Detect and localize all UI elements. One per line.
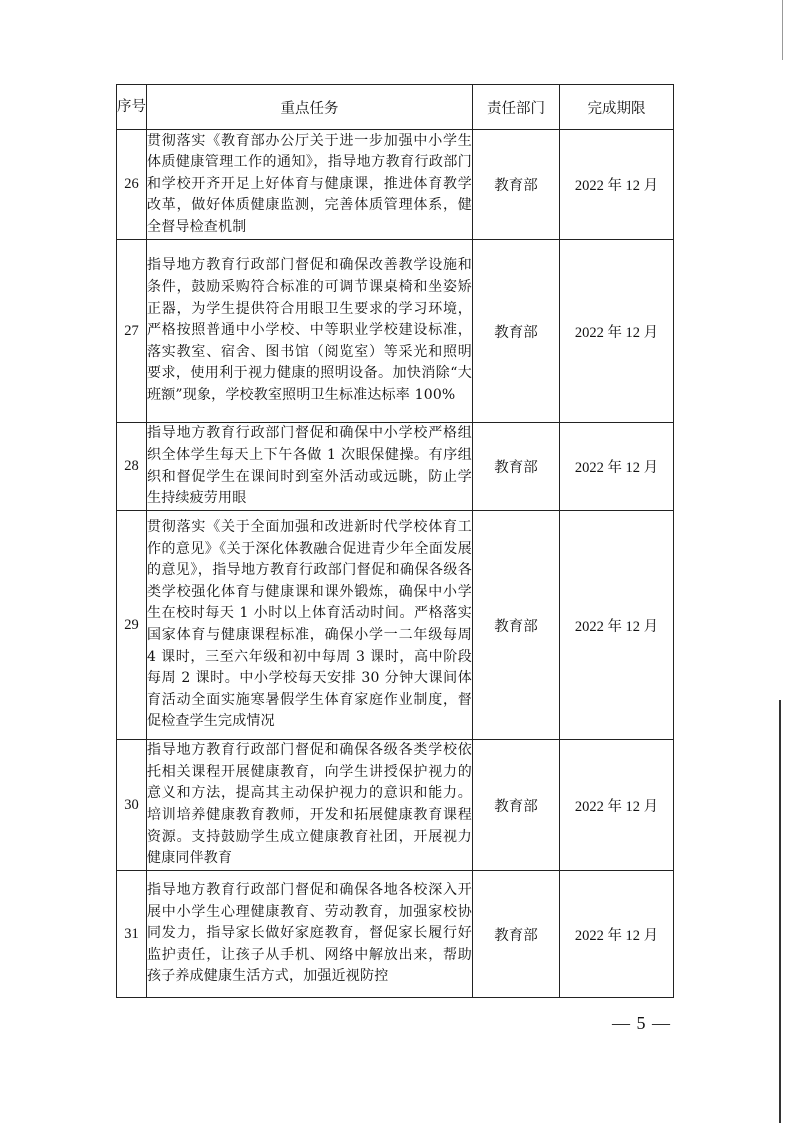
responsible-dept: 教育部 — [473, 240, 560, 423]
deadline: 2022 年 12 月 — [560, 740, 674, 871]
task-text: 指导地方教育行政部门督促和确保改善教学设施和条件，鼓励采购符合标准的可调节课桌椅和坐姿矫正器，为学生提供符合用眼卫生要求的学习环境，严格按照普通中小学校、中等职业学校建设标准，落实教室、宿舍、图书馆（阅览室）等采光和照明要求，使用利于视力健康的照明设备。加快消除“大班额”现象，学校教室照明卫生标准达标率 100% — [147, 240, 473, 423]
deadline: 2022 年 12 月 — [560, 240, 674, 423]
responsible-dept: 教育部 — [473, 130, 560, 240]
row-number: 28 — [117, 423, 147, 511]
task-text: 指导地方教育行政部门督促和确保各地各校深入开展中小学生心理健康教育、劳动教育，加强家校协同发力，指导家长做好家庭教育，督促家长履行好监护责任，让孩子从手机、网络中解放出来，帮助孩子养成健康生活方式，加强近视防控 — [147, 871, 473, 998]
table-row — [117, 423, 674, 511]
task-text: 指导地方教育行政部门督促和确保各级各类学校依托相关课程开展健康教育，向学生讲授保护视力的意义和方法，提高其主动保护视力的意识和能力。培训培养健康教育教师，开发和拓展健康教育课程资源。支持鼓励学生成立健康教育社团，开展视力健康同伴教育 — [147, 740, 473, 871]
deadline: 2022 年 12 月 — [560, 511, 674, 740]
table-row — [117, 740, 674, 871]
table-row — [117, 511, 674, 740]
responsible-dept: 教育部 — [473, 740, 560, 871]
header-col-no: 序号 — [117, 85, 147, 130]
scan-edge-mark — [782, 0, 783, 60]
row-number: 31 — [117, 871, 147, 998]
deadline: 2022 年 12 月 — [560, 130, 674, 240]
deadline: 2022 年 12 月 — [560, 423, 674, 511]
row-number: 29 — [117, 511, 147, 740]
table-row — [117, 871, 674, 998]
task-table — [116, 84, 674, 998]
table-header-row — [117, 85, 674, 130]
scan-edge-mark — [779, 700, 781, 1123]
table-row — [117, 240, 674, 423]
responsible-dept: 教育部 — [473, 511, 560, 740]
row-number: 27 — [117, 240, 147, 423]
row-number: 30 — [117, 740, 147, 871]
responsible-dept: 教育部 — [473, 871, 560, 998]
header-col-dept: 责任部门 — [473, 85, 560, 130]
deadline: 2022 年 12 月 — [560, 871, 674, 998]
row-number: 26 — [117, 130, 147, 240]
table-row — [117, 130, 674, 240]
task-text: 贯彻落实《教育部办公厅关于进一步加强中小学生体质健康管理工作的通知》，指导地方教育行政部门和学校开齐开足上好体育与健康课，推进体育教学改革，做好体质健康监测，完善体质管理体系，健全督导检查机制 — [147, 130, 473, 240]
header-col-task: 重点任务 — [147, 85, 473, 130]
responsible-dept: 教育部 — [473, 423, 560, 511]
header-col-deadline: 完成期限 — [560, 85, 674, 130]
task-text: 贯彻落实《关于全面加强和改进新时代学校体育工作的意见》《关于深化体教融合促进青少年全面发展的意见》，指导地方教育行政部门督促和确保各级各类学校强化体育与健康课和课外锻炼，确保中小学生在校时每天 1 小时以上体育活动时间。严格落实国家体育与健康课程标准，确保小学一二年级每周 4 课时，三至六年级和初中每周 3 课时，高中阶段每周 2 课时。中小学校每天安排 30 分钟大课间体育活动全面实施寒暑假学生体育家庭作业制度，督促检查学生完成情况 — [147, 511, 473, 740]
page-number: — 5 — — [612, 1013, 671, 1033]
task-text: 指导地方教育行政部门督促和确保中小学校严格组织全体学生每天上下午各做 1 次眼保健操。有序组织和督促学生在课间时到室外活动或远眺，防止学生持续疲劳用眼 — [147, 423, 473, 511]
